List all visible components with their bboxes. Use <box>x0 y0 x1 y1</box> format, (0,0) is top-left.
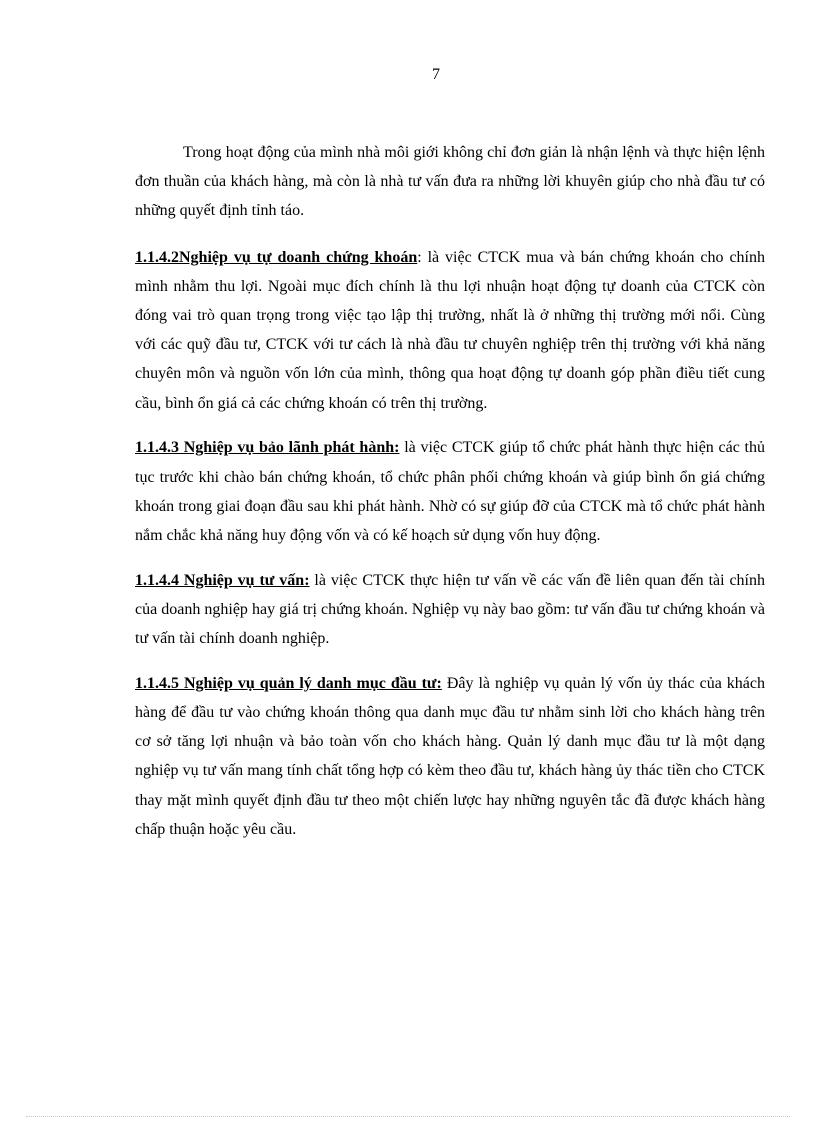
page-bottom-divider <box>26 1116 790 1117</box>
section-advisory <box>135 566 765 654</box>
section-heading: 1.1.4.3 Nghiệp vụ bảo lãnh phát hành: <box>135 439 400 457</box>
section-body: Đây là nghiệp vụ quản lý vốn ủy thác của khách hàng để đầu tư vào chứng khoán thông qua danh mục đầu tư nhằm sinh lời cho khách hàng trên cơ sở tăng lợi nhuận và bảo toàn vốn cho khách hàng. Quản lý danh mục đầu tư là một dạng nghiệp vụ tư vấn mang tính chất tổng hợp có kèm theo đầu tư, khách hàng ủy thác tiền cho CTCK thay mặt mình quyết định đầu tư theo một chiến lược hay những nguyên tắc đã được khách hàng chấp thuận hoặc yêu cầu. <box>135 674 765 838</box>
section-self-trading <box>135 243 765 418</box>
document-body <box>135 138 765 859</box>
section-body: là việc CTCK thực hiện tư vấn về các vấn đề liên quan đến tài chính của doanh nghiệp hay giá trị chứng khoán. Nghiệp vụ này bao gồm: tư vấn đầu tư chứng khoán và tư vấn tài chính doanh nghiệp. <box>135 571 766 648</box>
section-portfolio-management <box>135 669 765 844</box>
section-heading: 1.1.4.5 Nghiệp vụ quản lý danh mục đầu tư: <box>135 674 442 692</box>
intro-paragraph: Trong hoạt động của mình nhà môi giới không chỉ đơn giản là nhận lệnh và thực hiện lệnh đơn thuần của khách hàng, mà còn là nhà tư vấn đưa ra những lời khuyên giúp cho nhà đầu tư có những quyết định tỉnh táo. <box>135 144 765 220</box>
section-heading: 1.1.4.4 Nghiệp vụ tư vấn: <box>135 571 310 589</box>
page-number: 7 <box>432 66 440 83</box>
section-underwriting <box>135 433 765 550</box>
section-body: là việc CTCK giúp tổ chức phát hành thực hiện các thủ tục trước khi chào bán chứng khoán, tổ chức phân phối chứng khoán và giúp bình ổn giá chứng khoán trong giai đoạn đầu sau khi phát hành. Nhờ có sự giúp đỡ của CTCK mà tổ chức phát hành nắm chắc khả năng huy động vốn và có kế hoạch sử dụng vốn huy động. <box>135 439 766 544</box>
section-heading: 1.1.4.2Nghiệp vụ tự doanh chứng khoán <box>135 248 418 266</box>
section-body: : là việc CTCK mua và bán chứng khoán cho chính mình nhằm thu lợi. Ngoài mục đích chính là thu lợi nhuận hoạt động tự doanh của CTCK còn đóng vai trò quan trọng trong việc tạo lập thị trường, nhất là ở những thị trường mới nổi. Cùng với các quỹ đầu tư, CTCK với tư cách là nhà đầu tư chuyên nghiệp trên thị trường với khả năng chuyên môn và nguồn vốn lớn của mình, thông qua hoạt động tự doanh góp phần điều tiết cung cầu, bình ổn giá cả các chứng khoán có trên thị trường. <box>135 248 765 412</box>
